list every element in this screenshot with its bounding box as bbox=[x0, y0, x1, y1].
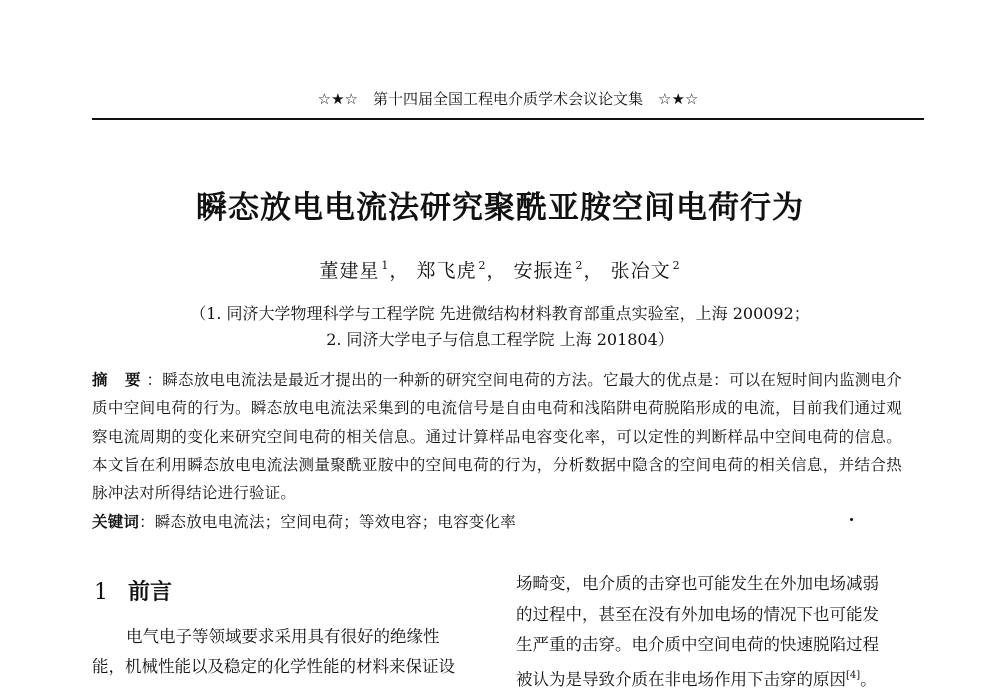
header-rule bbox=[92, 118, 924, 120]
abstract bbox=[92, 366, 902, 507]
keywords-label: 关键词 bbox=[92, 513, 139, 531]
author-name: 董建星 bbox=[319, 260, 379, 282]
author-aff: 2 bbox=[576, 259, 584, 272]
abstract-text: ：瞬态放电电流法是最近才提出的一种新的研究空间电荷的方法。它最大的优点是：可以在短时间内监测电介质中空间电荷的行为。瞬态放电电流法采集到的电流信号是自由电荷和浅陷阱电荷脱陷形成的电流，目前我们通过观察电流周期的变化来研究空间电荷的相关信息。通过计算样品电容变化率，可以定性的判断样品中空间电荷的信息。本文旨在利用瞬态放电电流法测量聚酰亚胺中的空间电荷的行为，分析数据中隐含的空间电荷的相关信息，并结合热脉冲法对所得结论进行验证。 bbox=[92, 371, 902, 502]
section-heading bbox=[94, 575, 172, 606]
author-name: 安振连 bbox=[514, 260, 574, 282]
paragraph-text: 被认为是导致介质在非电场作用下击穿的原因 bbox=[516, 670, 846, 689]
section-title: 前言 bbox=[128, 580, 172, 605]
citation-ref: [4] bbox=[846, 670, 860, 681]
paragraph-line: 能，机械性能以及稳定的化学性能的材料来保证设 bbox=[92, 652, 490, 682]
keywords-text: ：瞬态放电电流法；空间电荷；等效电容；电容变化率 bbox=[139, 513, 516, 531]
author-name: 郑飞虎 bbox=[416, 260, 476, 282]
paragraph-line: 的过程中，甚至在没有外加电场的情况下也可能发 bbox=[516, 600, 916, 631]
paragraph-line: 电气电子等领域要求采用具有很好的绝缘性 bbox=[92, 622, 490, 652]
scan-speck bbox=[850, 518, 853, 521]
left-column-text bbox=[92, 622, 490, 682]
affiliation-line-2: 2. 同济大学电子与信息工程学院 上海 201804） bbox=[0, 327, 1000, 350]
affiliation-line-1: （1. 同济大学物理科学与工程学院 先进微结构材料教育部重点实验室，上海 200092； bbox=[0, 301, 1000, 324]
section-number: 1 bbox=[94, 580, 108, 605]
author-aff: 2 bbox=[478, 259, 486, 272]
author-aff: 1 bbox=[381, 259, 389, 272]
author-name: 张冶文 bbox=[611, 260, 671, 282]
paper-title: 瞬态放电电流法研究聚酰亚胺空间电荷行为 bbox=[0, 182, 1000, 227]
author-list: 董建星 $^1$， 郑飞虎 $^2$， 安振连 $^2$， 张冶文 $^2$ bbox=[0, 256, 1000, 283]
paragraph-text: 。 bbox=[860, 670, 877, 689]
abstract-label: 摘 要 bbox=[92, 371, 147, 389]
right-column-text bbox=[516, 569, 916, 695]
paragraph-line bbox=[516, 661, 916, 695]
author-aff: 2 bbox=[673, 259, 681, 272]
running-header: ☆★☆ 第十四届全国工程电介质学术会议论文集 ☆★☆ bbox=[92, 88, 924, 109]
keywords bbox=[92, 510, 902, 532]
paragraph-line: 场畸变，电介质的击穿也可能发生在外加电场减弱 bbox=[516, 569, 916, 600]
paragraph-line: 生严重的击穿。电介质中空间电荷的快速脱陷过程 bbox=[516, 630, 916, 661]
